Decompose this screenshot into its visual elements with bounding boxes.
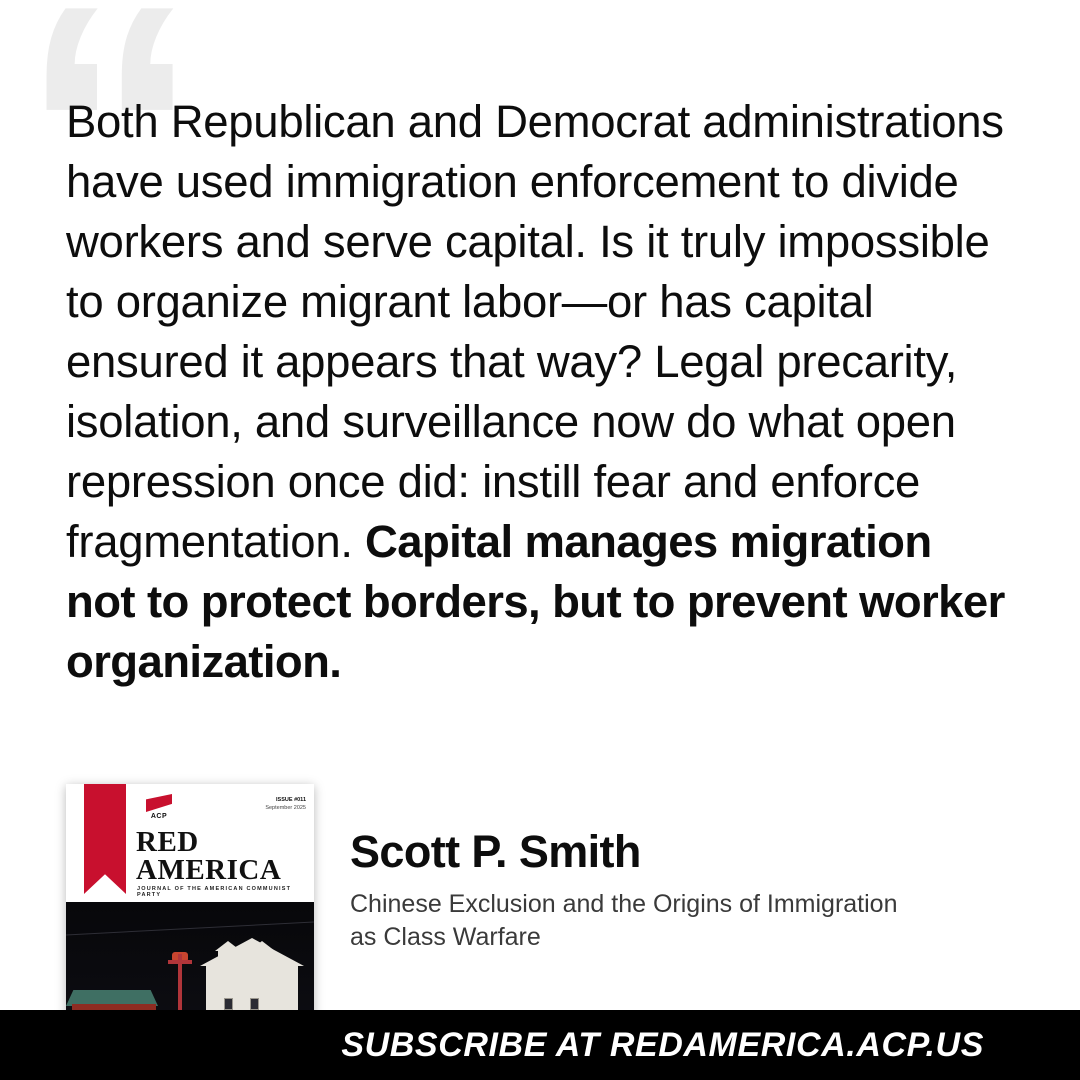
cover-masthead: [66, 784, 314, 902]
article-title: Chinese Exclusion and the Origins of Immigration as Class Warfare: [350, 890, 898, 951]
logo-mark-shape: [146, 794, 172, 812]
author-info: [350, 784, 910, 954]
artwork-dormer-right: [252, 950, 272, 968]
acp-logo-icon: [142, 794, 176, 820]
quote-bold-text: Capital manages migration not to protect borders, but to prevent worker organization.: [66, 516, 1005, 687]
cover-title-line2: AMERICA: [136, 854, 282, 886]
footer-bar: [0, 1010, 1080, 1080]
ribbon-shape: [84, 784, 126, 894]
author-name: Scott P. Smith: [350, 826, 641, 877]
subscribe-cta[interactable]: SUBSCRIBE AT REDAMERICA.ACP.US: [341, 1025, 984, 1064]
decorative-quote-icon: “: [20, 0, 190, 333]
quote-plain-text: Both Republican and Democrat administrations have used immigration enforcement to divide workers and serve capital. Is it truly impossible to organize migrant labor—or has capital ensured it appears that way? Legal precarity, isolation, and surveillance now do what open repression once did: instill fear and enforce fragmentation.: [66, 96, 1004, 567]
cover-issue-info: [265, 796, 306, 812]
artwork-dormer-left: [218, 950, 238, 968]
logo-text: ACP: [150, 813, 168, 820]
cover-title: [136, 828, 281, 884]
cover-issue-number: ISSUE #011: [276, 797, 306, 803]
artwork-window-1: [224, 998, 233, 1010]
quote-text: [66, 92, 1006, 692]
quote-block: [66, 92, 1006, 692]
artwork-window-2: [250, 998, 259, 1010]
cover-issue-date: September 2025: [265, 805, 306, 811]
cover-title-line1: RED: [136, 826, 199, 858]
cover-subtitle: JOURNAL OF THE AMERICAN COMMUNIST PARTY: [137, 886, 292, 898]
